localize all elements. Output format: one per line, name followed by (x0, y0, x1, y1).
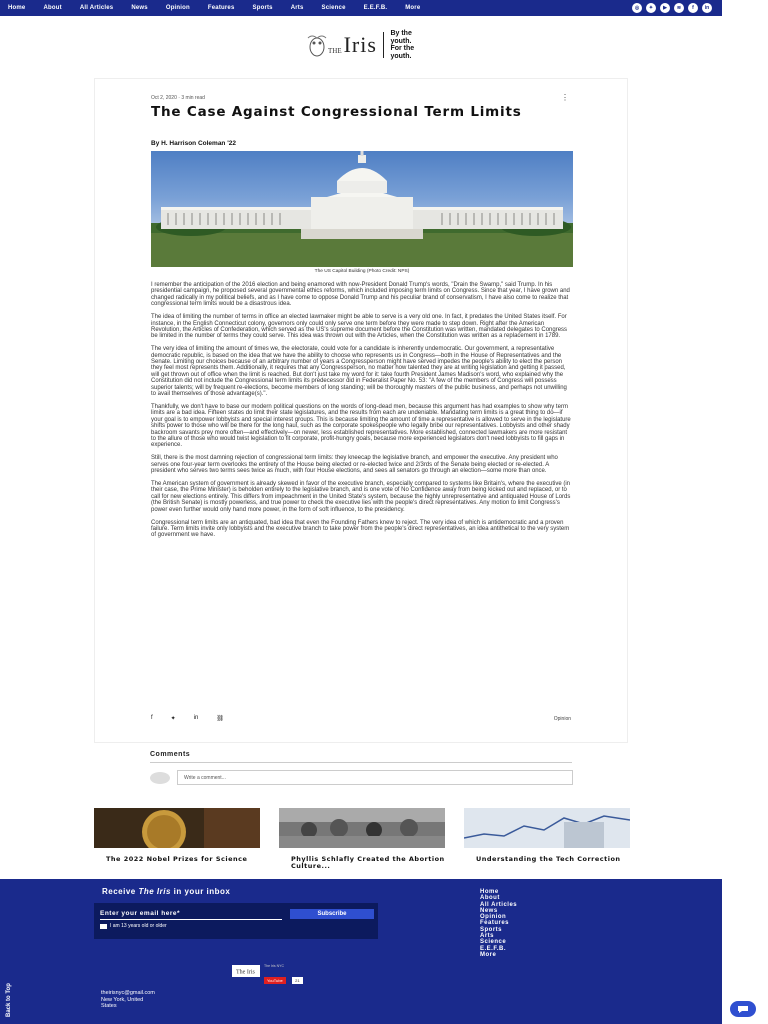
linkedin-icon[interactable]: in (702, 3, 712, 13)
nav-sports[interactable]: Sports (252, 5, 273, 11)
footer-link-sports[interactable]: Sports (480, 926, 503, 933)
subscribe-heading: Receive The Iris in your inbox (102, 887, 231, 896)
related-post-image (279, 808, 445, 848)
related-post-title: Phyllis Schlafly Created the Abortion Culture... (291, 855, 445, 870)
youtube-subscriber-count: 21 (292, 977, 302, 984)
linkedin-share-icon[interactable]: in (193, 715, 199, 721)
twitter-share-icon[interactable]: ✦ (170, 716, 176, 722)
nav-science[interactable]: Science (321, 5, 346, 11)
youtube-channel-name: The Iris NYC (264, 964, 285, 968)
article-category-link[interactable]: Opinion (553, 716, 571, 722)
age-checkbox[interactable] (100, 924, 107, 929)
more-options-icon[interactable]: ⋮ (561, 93, 569, 102)
paragraph: The very idea of limiting the amount of times we, the electorate, could vote for a candidate is inherently undemocratic. Our government, a representative democratic republic, is based on the idea that we have the ability to choose who represents us in Congress—both in the House of Representatives and the Senate. Limiting our choices because of an arbitrary number of years a Congressperson might have served impedes the people's ability to elect the person they feel most represents them. Additionally, it requires that any Congressperson, no matter how talented they are at writing legislation and getting it passed, will get thrown out of office when the limit is reached. But don't just take my word for it: take fourth President James Madison's word, who explained why the Constitution did not include the Congressional term limits its predecessor did in Federalist Paper No. 53: "A few of the members of Congress will possess superior talents; will by frequent re-elections, become members of long standing; will be thoroughly masters of the public business, and perhaps not unwilling to avail themselves of those advantage(s).". (151, 346, 567, 398)
article-read-time: 3 min read (181, 95, 205, 101)
youtube-subscribe-widget (264, 964, 303, 987)
comments-title: Comments (150, 751, 191, 758)
related-post-card[interactable] (464, 808, 630, 876)
age-checkbox-label: I am 13 years old or older (110, 923, 167, 929)
nav-opinion[interactable]: Opinion (165, 5, 190, 11)
spotify-icon[interactable]: ≋ (674, 3, 684, 13)
footer-link-home[interactable]: Home (480, 889, 499, 895)
youtube-subscribe-button[interactable]: YouTube (264, 977, 286, 984)
logo-tagline: By the youth. For the youth. (390, 30, 415, 60)
back-to-top-link[interactable]: Back to Top (6, 983, 12, 1017)
related-post-card[interactable] (94, 808, 260, 876)
logo-divider (383, 32, 385, 58)
footer-address: New York, United States (101, 997, 144, 1009)
footer-link-news[interactable]: News (480, 907, 498, 914)
article-card (94, 78, 628, 743)
site-logo[interactable] (306, 30, 414, 60)
page-gutter (722, 0, 768, 1024)
nav-eefb[interactable]: E.E.F.B. (363, 5, 388, 11)
footer-link-features[interactable]: Features (480, 920, 510, 927)
footer-email[interactable]: theirisnyc@gmail.com (101, 990, 155, 996)
related-post-title: The 2022 Nobel Prizes for Science (106, 855, 248, 863)
facebook-share-icon[interactable]: f (151, 715, 153, 721)
footer-link-more[interactable]: More (480, 951, 497, 958)
capitol-illustration (151, 151, 573, 267)
social-links (632, 3, 712, 13)
footer-link-opinion[interactable]: Opinion (480, 914, 507, 921)
instagram-icon[interactable]: ◎ (632, 3, 642, 13)
footer-logo[interactable] (232, 965, 260, 977)
article-body (151, 282, 573, 545)
logo-name: Iris (343, 32, 377, 57)
footer-links (480, 889, 517, 958)
nav-arts[interactable]: Arts (290, 5, 304, 11)
article-date: Oct 2, 2020 (151, 95, 177, 101)
related-post-image (94, 808, 260, 848)
image-caption: The US Capitol Building (Photo Credit: NPS) (314, 269, 410, 274)
footer-link-eefb[interactable]: E.E.F.B. (480, 945, 507, 952)
nav-more[interactable]: More (405, 5, 421, 11)
chat-button[interactable] (730, 1001, 756, 1017)
nav-features[interactable]: Features (207, 5, 235, 11)
hero-image (151, 151, 573, 267)
avatar (150, 772, 170, 784)
comments-divider (150, 762, 572, 763)
article-byline: By H. Harrison Coleman '22 (151, 140, 236, 147)
nav-news[interactable]: News (131, 5, 148, 11)
share-bar (151, 715, 224, 722)
copy-link-icon[interactable]: ⛓ (216, 716, 224, 722)
article-meta: Oct 2, 2020 · 3 min read (151, 95, 205, 101)
paragraph: The idea of limiting the number of terms in office an elected lawmaker might be able to serve is a very old one. In fact, it predates the United States itself. For instance, in the English Connecticut colony, governors only could only serve one term before they were made to step down. Right after the American Revolution, the Articles of Confederation, which served as the US's supreme document before the Constitution was written, mandated delegates to Congress be limited in the number of terms they could serve. This idea was thrown out with the Articles, when the Constitution was written as a replacement in 1789. (151, 314, 568, 340)
nav-all-articles[interactable]: All Articles (79, 5, 114, 11)
paragraph: Still, there is the most damning rejection of congressional term limits: they kneecap the legislative branch, and empower the executive. Any president who serves one four-year term overlooks the entirety of the House being elected or re-elected twice and 2/3rds of the Senate being elected or re-elected. A president who serves two terms sees twice as much, with four House elections, and sees all senators go through an election—some more than once. (151, 455, 558, 475)
subscribe-button[interactable]: Subscribe (290, 909, 374, 919)
twitter-icon[interactable]: ✦ (646, 3, 656, 13)
paragraph: The American system of government is already skewed in favor of the executive branch, especially compared to systems like Britain's, where the executive (in their case, the Prime Minister) is beholden entirely to the legislative branch, and is one vote of No Confidence away from being kicked out and replaced, or to call for new elections entirely. This differs from impeachment in the United State's system, because the highly unrepresentative and antiquated House of Lords (the British Senate) is mostly powerless, and true power to check the executive lies with the people's direct representatives. Any motion to limit Congress's power even further would only hand more power, in the form of soft influence, to the presidency. (151, 481, 571, 513)
related-post-card[interactable] (279, 808, 445, 876)
paragraph: Thankfully, we don't have to base our modern political questions on the words of long-dead men, because this argument has had examples to show why term limits are a bad idea. Fifteen states do limit their state legislatures, and the results from each are undeniable. Mandating term limits is a great thing to do—if your goal is to empower lobbyists and special interest groups. This is because limiting the amount of time a representative is allowed to serve in the legislature shifts power to those who will be there for the long haul, such as the corporate spokespeople who legally bribe our representatives. Lobbyists and other shady backroom savants prey more often—and effectively—on newer, less established representatives. More established, connected lawmakers are more resistant to the allure of those who would twist legislation to fit corporate, profit-hungry goals, because more experienced legislators don't need lobbyists to fill gaps in experience. (151, 404, 571, 449)
chat-icon (737, 1005, 749, 1014)
article-title: The Case Against Congressional Term Limits (151, 104, 522, 120)
svg-text:The Iris: The Iris (236, 969, 255, 976)
paragraph: I remember the anticipation of the 2016 election and being enamored with now-President Donald Trump's words, "Drain the Swamp," said Trump. In his presidential campaign, he proposed several governmental ethics reforms, which included imposing term limits on Congress. Since that year, I have grown and changed radically in my political beliefs, and as I have come to oppose Donald Trump and his peculiar brand of conservatism, I have also come to realize that congressional term limits would be a disastrous idea. (151, 282, 570, 308)
site-footer (0, 879, 722, 1024)
footer-link-science[interactable]: Science (480, 939, 507, 946)
comment-input[interactable]: Write a comment... (177, 770, 573, 785)
top-navigation (0, 0, 722, 16)
nav-home[interactable]: Home (8, 5, 26, 11)
footer-link-about[interactable]: About (480, 895, 500, 902)
comments-section (94, 743, 628, 793)
owl-logo-icon (306, 32, 328, 58)
related-post-title: Understanding the Tech Correction (476, 855, 621, 863)
footer-link-arts[interactable]: Arts (480, 933, 495, 940)
footer-link-all-articles[interactable]: All Articles (480, 901, 518, 908)
nav-about[interactable]: About (43, 5, 62, 11)
subscribe-form (94, 903, 378, 939)
related-post-image (464, 808, 630, 848)
paragraph: Congressional term limits are an antiquated, bad idea that even the Founding Fathers knew to reject. The very idea of which is antidemocratic and a proven failure. Term limits invite only lobbyists and the executive branch to take power from the people's direct representatives, an idea antithetical to the very system of government we have. (151, 519, 570, 539)
facebook-icon[interactable]: f (688, 3, 698, 13)
logo-the: THE (328, 47, 342, 55)
email-field[interactable]: Enter your email here* (100, 910, 282, 920)
youtube-icon[interactable]: ▶ (660, 3, 670, 13)
